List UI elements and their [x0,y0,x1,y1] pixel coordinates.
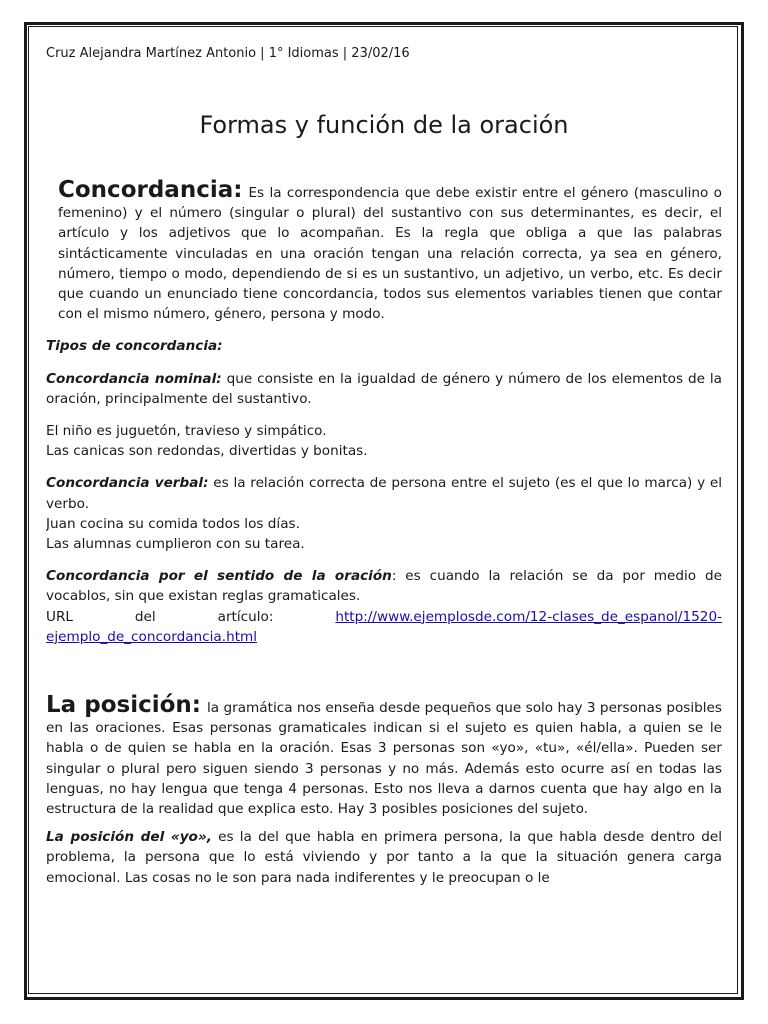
concordancia-body: Es la correspondencia que debe existir entre el género (masculino o femenino) y el número (singular o plural) del sustantivo con sus determinantes, es decir, el artículo y los adjetivos que lo acompañan. Es la regla que obliga a que las palabras sintácticamente vinculadas en una oración tengan una relación correcta, ya sea en género, número, tiempo o modo, dependiendo de si es un sustantivo, un adjetivo, un verbo, etc. Es decir que cuando un enunciado tiene concordancia, todos sus elementos variables tienen que contar con el mismo número, género, persona y modo. [58,185,722,323]
article-link-part-2[interactable]: ejemplo_de_concordancia.html [46,628,258,645]
yo-text: es la del que habla en primera persona, la que habla desde dentro del problema, la persona que lo está viviendo y por tanto a la que la situación genera carga emocional. Las cosas no le son para nada indiferentes y le preocupan o le [46,829,722,886]
article-link-part-1[interactable]: http://www.ejemplosde.com/12-clases_de_espanol/1520- [335,608,722,625]
verbal-example-2: Las alumnas cumplieron con su tarea. [46,536,305,553]
document-body [46,44,722,984]
tipos-heading: Tipos de concordancia: [46,338,223,355]
sentido-text: : es cuando la relación se da por medio de vocablos, sin que existan reglas gramaticales. [46,568,722,605]
verbal-paragraph [46,473,722,513]
verbal-label: Concordancia verbal: [46,475,209,492]
url-word-url: URL [46,608,73,625]
nominal-paragraph [46,369,722,409]
document-title: Formas y función de la oración [199,111,569,139]
concordancia-paragraph [46,177,722,324]
nominal-example-2: Las canicas son redondas, divertidas y bonitas. [46,443,368,460]
yo-paragraph [46,827,722,888]
article-link-line-2 [46,627,722,647]
url-line [46,607,722,627]
nominal-label: Concordancia nominal: [46,370,222,387]
url-word-articulo: artículo: [217,608,274,625]
nominal-example-1: El niño es juguetón, travieso y simpático. [46,423,327,440]
sentido-paragraph [46,566,722,606]
author-line: Cruz Alejandra Martínez Antonio | 1° Idiomas | 23/02/16 [46,46,410,61]
posicion-heading: La posición: [46,692,201,719]
verbal-text: es la relación correcta de persona entre el sujeto (es el que lo marca) y el verbo. [46,475,722,512]
concordancia-heading: Concordancia: [58,177,243,203]
posicion-paragraph [46,692,722,819]
yo-label: La posición del «yo», [46,829,212,846]
sentido-label: Concordancia por el sentido de la oración [46,568,392,585]
nominal-text: que consiste en la igualdad de género y número de los elementos de la oración, principalmente del sustantivo. [46,370,722,407]
posicion-body: la gramática nos enseña desde pequeños que solo hay 3 personas posibles en las oraciones. Esas personas gramaticales indican si el sujeto es quien habla, a quien se le habla o de quien se habla en la oración. Esas 3 personas son «yo», «tu», «él/ella». Pueden ser singular o plural pero siguen siendo 3 personas y no más. Además esto ocurre así en todas las lenguas, no hay lengua que tenga 4 personas. Esto nos lleva a darnos cuenta que hay algo en la estructura de la realidad que explica esto. Hay 3 posibles posiciones del sujeto. [46,700,722,818]
verbal-example-1: Juan cocina su comida todos los días. [46,515,300,532]
url-word-del: del [134,608,156,625]
